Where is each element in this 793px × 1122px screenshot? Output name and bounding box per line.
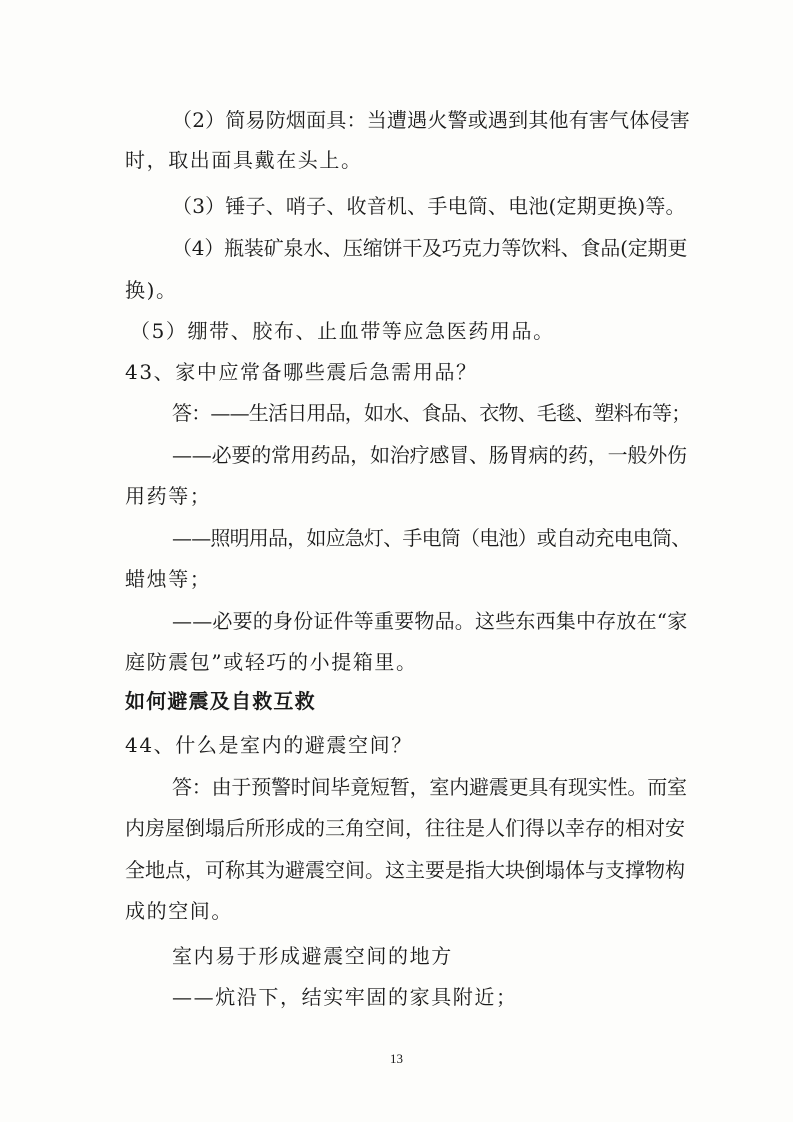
text-line: （3）锤子、哨子、收音机、手电筒、电池(定期更换)等。 (172, 194, 686, 218)
text-line: ——必要的常用药品，如治疗感冒、肠胃病的药，一般外伤 (172, 443, 687, 467)
text-line: ——炕沿下，结实牢固的家具附近； (172, 985, 518, 1009)
text-line: 时，取出面具戴在头上。 (125, 148, 363, 172)
text-line: 蜡烛等； (125, 567, 212, 591)
page-number: 13 (390, 1051, 403, 1066)
text-line: 庭防震包”或轻巧的小提箱里。 (125, 650, 418, 674)
question-44: 44、什么是室内的避震空间？ (125, 733, 413, 757)
text-line: ——照明用品，如应急灯、手电筒（电池）或自动充电电筒、 (172, 526, 691, 550)
answer-line: 答：由于预警时间毕竟短暂，室内避震更具有现实性。而室 (172, 775, 687, 799)
text-line: 内房屋倒塌后所形成的三角空间，往往是人们得以幸存的相对安 (125, 816, 685, 840)
text-line: 用药等； (125, 484, 212, 508)
text-line: （5）绷带、胶布、止血带等应急医药用品。 (130, 319, 555, 343)
text-line: 成的空间。 (125, 899, 233, 923)
text-line: 换)。 (125, 278, 178, 302)
text-line: 室内易于形成避震空间的地方 (172, 944, 453, 968)
text-line: 全地点，可称其为避震空间。这主要是指大块倒塌体与支撑物构 (125, 858, 685, 882)
text-line: （4）瓶装矿泉水、压缩饼干及巧克力等饮料、食品(定期更 (172, 236, 688, 260)
question-43: 43、家中应常备哪些震后急需用品？ (125, 360, 478, 384)
text-line: （2）简易防烟面具：当遭遇火警或遇到其他有害气体侵害 (172, 108, 690, 132)
text-line: ——必要的身份证件等重要物品。这些东西集中存放在“家 (172, 609, 688, 633)
section-heading: 如何避震及自救互救 (125, 689, 316, 713)
answer-line: 答：——生活日用品，如水、食品、衣物、毛毯、塑料布等； (172, 401, 691, 425)
